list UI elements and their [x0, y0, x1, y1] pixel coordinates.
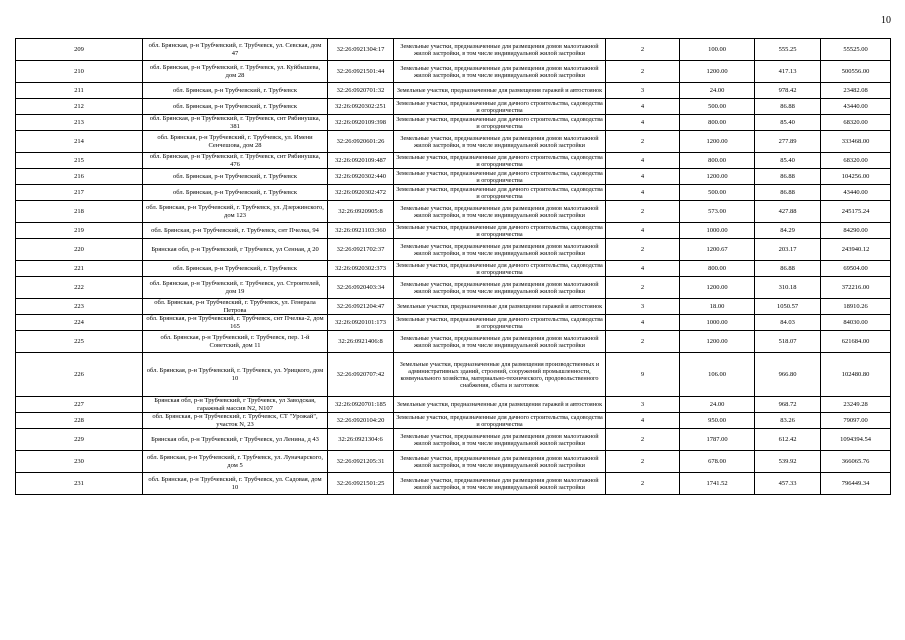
table-row	[16, 169, 891, 185]
table-row	[16, 429, 891, 451]
group-cell: 2	[606, 39, 680, 61]
row-number-cell: 214	[16, 131, 143, 153]
address-cell: обл. Брянская, р-н Трубчевский, г. Трубчевск	[143, 99, 328, 115]
row-number-cell: 222	[16, 277, 143, 299]
row-number-cell: 223	[16, 299, 143, 315]
address-cell: обл. Брянская, р-н Трубчевский, г. Трубчевск, ул. Генерала Петрова	[143, 299, 328, 315]
group-cell: 4	[606, 261, 680, 277]
cadastral-value-cell: 372216.00	[821, 277, 891, 299]
row-number-cell: 210	[16, 61, 143, 83]
cadastral-number-cell: 32:26:0920601:26	[328, 131, 394, 153]
rate-cell: 966.80	[755, 353, 821, 397]
group-cell: 2	[606, 201, 680, 223]
area-cell: 678.00	[680, 451, 755, 473]
page-number: 10	[881, 15, 891, 26]
cadastral-number-cell: 32:26:0921501:44	[328, 61, 394, 83]
rate-cell: 85.40	[755, 115, 821, 131]
table-row	[16, 61, 891, 83]
land-use-cell: Земельные участки, предназначенные для размещения гаражей и автостоянок	[394, 83, 606, 99]
cadastral-value-cell: 18910.26	[821, 299, 891, 315]
land-use-cell: Земельные участки, предназначенные для размещения гаражей и автостоянок	[394, 299, 606, 315]
address-cell: обл. Брянская, р-н Трубчевский, г. Трубчевск, ул. Садовая, дом 10	[143, 473, 328, 495]
cadastral-value-cell: 796449.34	[821, 473, 891, 495]
group-cell: 2	[606, 131, 680, 153]
group-cell: 2	[606, 451, 680, 473]
land-use-cell: Земельные участки, предназначенные для размещения домов малоэтажной жилой застройки, в том числе индивидуальной жилой застройки	[394, 277, 606, 299]
address-cell: обл. Брянская, р-н Трубчевский, г. Трубчевск, ул. Севская, дом 47	[143, 39, 328, 61]
group-cell: 2	[606, 429, 680, 451]
row-number-cell: 226	[16, 353, 143, 397]
cadastral-number-cell: 32:26:0921205:31	[328, 451, 394, 473]
table-row	[16, 353, 891, 397]
cadastral-value-cell: 68320.00	[821, 153, 891, 169]
group-cell: 9	[606, 353, 680, 397]
table-row	[16, 99, 891, 115]
cadastral-value-cell: 243940.12	[821, 239, 891, 261]
row-number-cell: 221	[16, 261, 143, 277]
address-cell: Брянская обл, р-н Трубчевский, г Трубчевск, ул Сенная, д 20	[143, 239, 328, 261]
row-number-cell: 215	[16, 153, 143, 169]
address-cell: обл. Брянская, р-н Трубчевский, г. Трубчевск, СТ "Урожай", участок N, 23	[143, 413, 328, 429]
land-use-cell: Земельные участки, предназначенные для дачного строительства, садоводства и огородничества	[394, 223, 606, 239]
table-row	[16, 115, 891, 131]
row-number-cell: 224	[16, 315, 143, 331]
address-cell: обл. Брянская, р-н Трубчевский, г. Трубчевск	[143, 185, 328, 201]
address-cell: Брянская обл, р-н Трубчевский, г Трубчевск, ул Заводская, гаражный массив N2, N107	[143, 397, 328, 413]
cadastral-value-cell: 333468.00	[821, 131, 891, 153]
address-cell: обл. Брянская, р-н Трубчевский, г. Трубчевск, ул. Дзержинского, дом 123	[143, 201, 328, 223]
rate-cell: 457.33	[755, 473, 821, 495]
area-cell: 950.00	[680, 413, 755, 429]
cadastral-number-cell: 32:26:0920101:173	[328, 315, 394, 331]
address-cell: обл. Брянская, р-н Трубчевский, г. Трубчевск, ул. Луначарского, дом 5	[143, 451, 328, 473]
area-cell: 1200.67	[680, 239, 755, 261]
row-number-cell: 209	[16, 39, 143, 61]
area-cell: 800.00	[680, 153, 755, 169]
group-cell: 4	[606, 315, 680, 331]
cadastral-number-cell: 32:26:0921304:17	[328, 39, 394, 61]
area-cell: 800.00	[680, 115, 755, 131]
cadastral-number-cell: 32:26:0921702:37	[328, 239, 394, 261]
land-use-cell: Земельные участки, предназначенные для размещения домов малоэтажной жилой застройки, в том числе индивидуальной жилой застройки	[394, 61, 606, 83]
row-number-cell: 212	[16, 99, 143, 115]
cadastral-value-cell: 23482.08	[821, 83, 891, 99]
area-cell: 1741.52	[680, 473, 755, 495]
cadastral-number-cell: 32:26:0920302:440	[328, 169, 394, 185]
table-row	[16, 83, 891, 99]
cadastral-value-cell: 69504.00	[821, 261, 891, 277]
area-cell: 106.00	[680, 353, 755, 397]
area-cell: 1200.00	[680, 169, 755, 185]
rate-cell: 1050.57	[755, 299, 821, 315]
area-cell: 24.00	[680, 83, 755, 99]
area-cell: 100.00	[680, 39, 755, 61]
cadastral-value-cell: 366065.76	[821, 451, 891, 473]
cadastral-value-cell: 84030.00	[821, 315, 891, 331]
area-cell: 1000.00	[680, 315, 755, 331]
row-number-cell: 218	[16, 201, 143, 223]
area-cell: 1200.00	[680, 331, 755, 353]
group-cell: 3	[606, 83, 680, 99]
cadastral-number-cell: 32:26:0920905:8	[328, 201, 394, 223]
table-row	[16, 223, 891, 239]
table-row	[16, 413, 891, 429]
land-use-cell: Земельные участки, предназначенные для размещения домов малоэтажной жилой застройки, в том числе индивидуальной жилой застройки	[394, 201, 606, 223]
table-row	[16, 39, 891, 61]
row-number-cell: 217	[16, 185, 143, 201]
address-cell: обл. Брянская, р-н Трубчевский, г. Трубчевск, снт Рябинушка, 476	[143, 153, 328, 169]
row-number-cell: 229	[16, 429, 143, 451]
rate-cell: 612.42	[755, 429, 821, 451]
land-use-cell: Земельные участки, предназначенные для размещения домов малоэтажной жилой застройки, в том числе индивидуальной жилой застройки	[394, 39, 606, 61]
land-use-cell: Земельные участки, предназначенные для размещения домов малоэтажной жилой застройки, в том числе индивидуальной жилой застройки	[394, 451, 606, 473]
row-number-cell: 211	[16, 83, 143, 99]
group-cell: 3	[606, 397, 680, 413]
cadastral-number-cell: 32:26:0920109:487	[328, 153, 394, 169]
area-cell: 1200.00	[680, 61, 755, 83]
group-cell: 2	[606, 277, 680, 299]
group-cell: 2	[606, 61, 680, 83]
area-cell: 500.00	[680, 185, 755, 201]
cadastral-value-cell: 500556.00	[821, 61, 891, 83]
area-cell: 24.00	[680, 397, 755, 413]
address-cell: обл. Брянская, р-н Трубчевский, г. Трубчевск	[143, 261, 328, 277]
table-row	[16, 131, 891, 153]
row-number-cell: 219	[16, 223, 143, 239]
address-cell: обл. Брянская, р-н Трубчевский, г. Трубчевск, снт Пчелка-2, дом 165	[143, 315, 328, 331]
group-cell: 2	[606, 331, 680, 353]
rate-cell: 86.88	[755, 261, 821, 277]
address-cell: обл. Брянская, р-н Трубчевский, г. Трубчевск, ул. Строителей, дом 19	[143, 277, 328, 299]
land-use-cell: Земельные участки, предназначенные для размещения домов малоэтажной жилой застройки, в том числе индивидуальной жилой застройки	[394, 473, 606, 495]
land-use-cell: Земельные участки, предназначенные для дачного строительства, садоводства и огородничества	[394, 413, 606, 429]
rate-cell: 84.03	[755, 315, 821, 331]
cadastral-number-cell: 32:26:0920701:185	[328, 397, 394, 413]
table-row	[16, 261, 891, 277]
land-use-cell: Земельные участки, предназначенные для дачного строительства, садоводства и огородничества	[394, 153, 606, 169]
group-cell: 4	[606, 169, 680, 185]
area-cell: 800.00	[680, 261, 755, 277]
cadastral-value-cell: 43440.00	[821, 99, 891, 115]
land-use-cell: Земельные участки, предназначенные для дачного строительства, садоводства и огородничества	[394, 169, 606, 185]
group-cell: 4	[606, 115, 680, 131]
land-use-cell: Земельные участки, предназначенные для размещения домов малоэтажной жилой застройки, в том числе индивидуальной жилой застройки	[394, 239, 606, 261]
table-row	[16, 315, 891, 331]
table-row	[16, 451, 891, 473]
row-number-cell: 230	[16, 451, 143, 473]
rate-cell: 518.07	[755, 331, 821, 353]
group-cell: 4	[606, 153, 680, 169]
address-cell: обл. Брянская, р-н Трубчевский, г. Трубчевск, ул. Куйбышева, дом 28	[143, 61, 328, 83]
address-cell: обл. Брянская, р-н Трубчевский, г. Трубчевск, ул. Урицкого, дом 10	[143, 353, 328, 397]
table-row	[16, 201, 891, 223]
rate-cell: 539.92	[755, 451, 821, 473]
land-use-cell: Земельные участки, предназначенные для дачного строительства, садоводства и огородничества	[394, 115, 606, 131]
address-cell: обл. Брянская, р-н Трубчевский, г. Трубчевск, ул. Имени Сенчешова, дом 28	[143, 131, 328, 153]
cadastral-number-cell: 32:26:0921304:6	[328, 429, 394, 451]
rate-cell: 83.26	[755, 413, 821, 429]
cadastral-number-cell: 32:26:0920104:20	[328, 413, 394, 429]
group-cell: 4	[606, 185, 680, 201]
cadastral-number-cell: 32:26:0921103:360	[328, 223, 394, 239]
cadastral-number-cell: 32:26:0921406:8	[328, 331, 394, 353]
cadastral-value-cell: 245175.24	[821, 201, 891, 223]
row-number-cell: 213	[16, 115, 143, 131]
area-cell: 500.00	[680, 99, 755, 115]
table-row	[16, 239, 891, 261]
area-cell: 573.00	[680, 201, 755, 223]
group-cell: 2	[606, 239, 680, 261]
address-cell: Брянская обл, р-н Трубчевский, г Трубчевск, ул Ленина, д 43	[143, 429, 328, 451]
area-cell: 18.00	[680, 299, 755, 315]
cadastral-number-cell: 32:26:0920302:472	[328, 185, 394, 201]
cadastral-value-table	[15, 38, 891, 495]
row-number-cell: 231	[16, 473, 143, 495]
cadastral-value-cell: 79097.00	[821, 413, 891, 429]
rate-cell: 978.42	[755, 83, 821, 99]
rate-cell: 86.88	[755, 185, 821, 201]
table-row	[16, 473, 891, 495]
cadastral-number-cell: 32:26:0920302:373	[328, 261, 394, 277]
area-cell: 1200.00	[680, 131, 755, 153]
group-cell: 4	[606, 223, 680, 239]
cadastral-value-cell: 55525.00	[821, 39, 891, 61]
table-row	[16, 331, 891, 353]
rate-cell: 86.88	[755, 169, 821, 185]
table-row	[16, 397, 891, 413]
group-cell: 4	[606, 99, 680, 115]
land-use-cell: Земельные участки, предназначенные для размещения домов малоэтажной жилой застройки, в том числе индивидуальной жилой застройки	[394, 331, 606, 353]
cadastral-value-cell: 68320.00	[821, 115, 891, 131]
cadastral-value-cell: 1094394.54	[821, 429, 891, 451]
land-use-cell: Земельные участки, предназначенные для дачного строительства, садоводства и огородничества	[394, 99, 606, 115]
land-use-cell: Земельные участки, предназначенные для размещения производственных и административных зданий, строений, сооружений промышленности, коммунального хозяйства, материально-технического, продовольственного снабжения, сбыта и заготовок	[394, 353, 606, 397]
area-cell: 1200.00	[680, 277, 755, 299]
cadastral-number-cell: 32:26:0920403:34	[328, 277, 394, 299]
cadastral-number-cell: 32:26:0920302:251	[328, 99, 394, 115]
rate-cell: 417.13	[755, 61, 821, 83]
table-row	[16, 153, 891, 169]
area-cell: 1000.00	[680, 223, 755, 239]
row-number-cell: 228	[16, 413, 143, 429]
cadastral-value-cell: 102480.80	[821, 353, 891, 397]
rate-cell: 84.29	[755, 223, 821, 239]
rate-cell: 555.25	[755, 39, 821, 61]
rate-cell: 203.17	[755, 239, 821, 261]
table-row	[16, 185, 891, 201]
cadastral-value-cell: 84290.00	[821, 223, 891, 239]
group-cell: 3	[606, 299, 680, 315]
cadastral-number-cell: 32:26:0920701:32	[328, 83, 394, 99]
cadastral-value-cell: 621684.00	[821, 331, 891, 353]
row-number-cell: 225	[16, 331, 143, 353]
address-cell: обл. Брянская, р-н Трубчевский, г. Трубчевск, снт Пчелка, 94	[143, 223, 328, 239]
rate-cell: 277.89	[755, 131, 821, 153]
rate-cell: 86.88	[755, 99, 821, 115]
row-number-cell: 216	[16, 169, 143, 185]
group-cell: 4	[606, 413, 680, 429]
land-use-cell: Земельные участки, предназначенные для размещения домов малоэтажной жилой застройки, в том числе индивидуальной жилой застройки	[394, 429, 606, 451]
rate-cell: 310.18	[755, 277, 821, 299]
row-number-cell: 220	[16, 239, 143, 261]
address-cell: обл. Брянская, р-н Трубчевский, г. Трубчевск, пер. 1-й Советский, дом 11	[143, 331, 328, 353]
cadastral-number-cell: 32:26:0920109:398	[328, 115, 394, 131]
land-use-cell: Земельные участки, предназначенные для дачного строительства, садоводства и огородничества	[394, 261, 606, 277]
cadastral-number-cell: 32:26:0920707:42	[328, 353, 394, 397]
land-use-cell: Земельные участки, предназначенные для размещения гаражей и автостоянок	[394, 397, 606, 413]
address-cell: обл. Брянская, р-н Трубчевский, г. Трубчевск, снт Рябинушка, 381	[143, 115, 328, 131]
rate-cell: 85.40	[755, 153, 821, 169]
address-cell: обл. Брянская, р-н Трубчевский, г. Трубчевск	[143, 83, 328, 99]
table-row	[16, 277, 891, 299]
land-use-cell: Земельные участки, предназначенные для размещения домов малоэтажной жилой застройки, в том числе индивидуальной жилой застройки	[394, 131, 606, 153]
cadastral-value-cell: 43440.00	[821, 185, 891, 201]
area-cell: 1787.00	[680, 429, 755, 451]
land-use-cell: Земельные участки, предназначенные для дачного строительства, садоводства и огородничества	[394, 315, 606, 331]
group-cell: 2	[606, 473, 680, 495]
rate-cell: 968.72	[755, 397, 821, 413]
address-cell: обл. Брянская, р-н Трубчевский, г. Трубчевск	[143, 169, 328, 185]
table-row	[16, 299, 891, 315]
rate-cell: 427.88	[755, 201, 821, 223]
cadastral-value-cell: 23249.28	[821, 397, 891, 413]
row-number-cell: 227	[16, 397, 143, 413]
cadastral-number-cell: 32:26:0921501:25	[328, 473, 394, 495]
land-use-cell: Земельные участки, предназначенные для дачного строительства, садоводства и огородничества	[394, 185, 606, 201]
cadastral-value-cell: 104256.00	[821, 169, 891, 185]
cadastral-number-cell: 32:26:0921204:47	[328, 299, 394, 315]
